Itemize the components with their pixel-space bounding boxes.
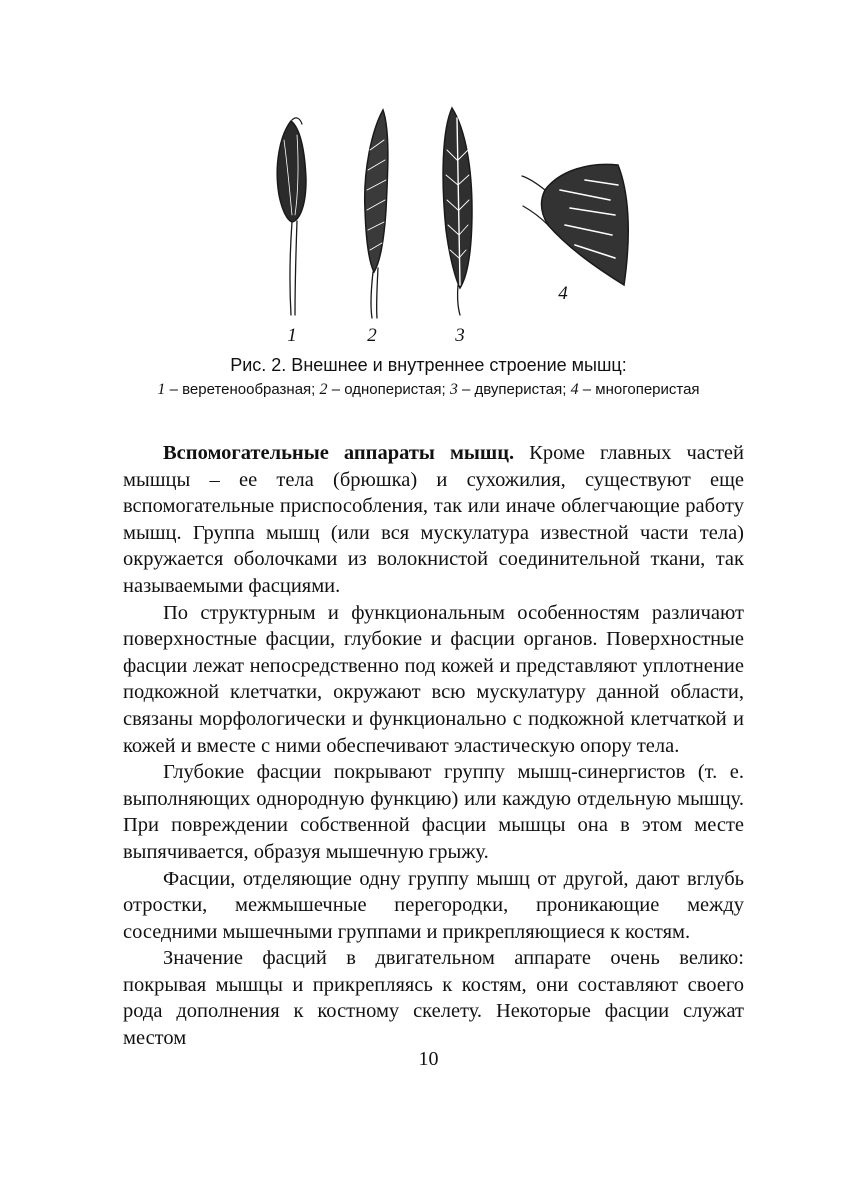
multipennate-muscle-drawing [522,164,628,285]
figure-caption [0,353,857,403]
legend-text-4: многоперистая [595,381,700,398]
figure-label-3: 3 [455,325,465,346]
legend-dash: – [327,381,345,398]
paragraph-1-text: Кроме главных частей мышцы – ее тела (брюшка) и сухожилия, существуют еще вспомогательные приспособления, так или иначе облегчающие работу мышц. Группа мышц (или вся мускулатура известной части тела) окружается оболочками из волокнистой соединительной ткани, так называемыми фасциями. [123,442,744,597]
legend-num-2: 2 [319,381,328,398]
page-number: 10 [418,1048,439,1070]
bipennate-muscle-drawing [443,108,472,315]
caption-legend [0,377,857,403]
muscle-figure [0,0,857,350]
unipennate-muscle-drawing [365,110,388,318]
legend-text-1: веретенообразная; [182,381,316,398]
body-text [123,440,744,1052]
legend-num-3: 3 [449,381,458,398]
paragraph-4: Фасции, отделяющие одну группу мышц от другой, дают вглубь отростки, межмышечные перегородки, проникающие между соседними мышечными группами и прикрепляющиеся к костям. [123,867,744,943]
paragraph-2: По структурным и функциональным особенностям различают поверхностные фасции, глубокие и фасции органов. Поверхностные фасции лежат непосредственно под кожей и представляют уплотнение подкожной клетчатки, окружают всю мускулатуру данной области, связаны морфологически и функционально с подкожной клетчаткой и кожей и вместе с ними обеспечивают эластическую опору тела. [123,601,744,757]
paragraph-5: Значение фасций в двигательном аппарате очень велико: покрывая мышцы и прикрепляясь к костям, они составляют своего рода дополнения к костному скелету. Некоторые фасции служат местом [123,947,744,1050]
fusiform-muscle-drawing [277,118,306,315]
paragraph-3: Глубокие фасции покрывают группу мышц-синергистов (т. е. выполняющих однородную функцию) или каждую отдельную мышцу. При повреждении собственной фасции мышцы она в этом месте выпячивается, образуя мышечную грыжу. [123,761,744,863]
paragraph-1 [123,440,744,600]
legend-dash: – [165,381,183,398]
section-heading: Вспомогательные аппараты мышц. [163,442,515,464]
legend-dash: – [457,381,475,398]
figure-label-2: 2 [367,325,377,346]
legend-text-3: двуперистая; [474,381,567,398]
legend-num-4: 4 [570,381,579,398]
muscle-illustration [0,0,857,330]
figure-label-4: 4 [558,283,568,304]
caption-title: Рис. 2. Внешнее и внутреннее строение мышц: [230,355,627,375]
legend-dash: – [578,381,596,398]
figure-label-1: 1 [287,325,297,346]
legend-text-2: одноперистая; [344,381,446,398]
legend-num-1: 1 [157,381,166,398]
